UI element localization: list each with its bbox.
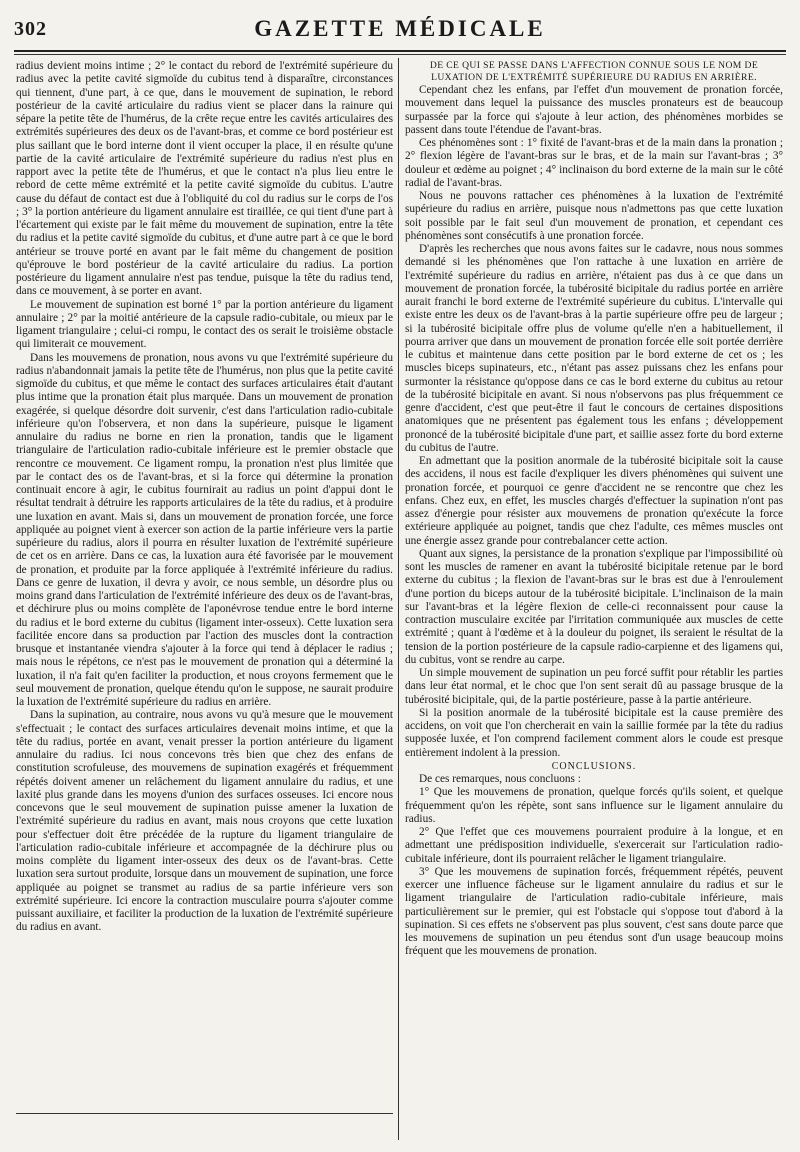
conclusions-title: CONCLUSIONS. — [551, 760, 637, 772]
paragraph: Un simple mouvement de supination un peu forcé suffit pour rétablir les parties dans leur état normal, et le choc que l'on sent serait dû au passage brusque de la tubérosité bicipitale, qui, de la partie postérieure, passe à la partie antérieure. — [405, 667, 783, 706]
paragraph: Nous ne pouvons rattacher ces phénomènes à la luxation de l'extrémité supérieure du radius en arrière, puisque nous n'admettons pas que cette luxation soit possible par le fait seul d'un mouvement de pronation, et cependant ces phénomènes sont consécutifs à une pronation forcée. — [405, 190, 783, 242]
header-rule-thin — [14, 54, 786, 55]
page-number: 302 — [14, 18, 47, 40]
paragraph: 3° Que les mouvemens de supination forcés, fréquemment répétés, peuvent exercer une influence fâcheuse sur le ligament annulaire du radius et sur le ligament triangulaire de l'articulation radio-cubitale inférieure, mais particulièrement sur le premier, qui est l'obstacle qui s'oppose tout d'abord à la supination. Si ces effets ne s'observent pas plus souvent, c'est sans doute parce que les mouvemens de supination un peu étendus sont d'un usage beaucoup moins fréquent que les mouvemens de pronation. — [405, 865, 783, 958]
column-divider — [398, 58, 399, 1140]
paragraph: Dans la supination, au contraire, nous avons vu qu'à mesure que le mouvement s'effectuait ; le contact des surfaces articulaires devenait moins intime, et que la tête du radius, portée en avant, venait presser la portion antérieure du ligament annulaire du radius. Ici nous concevons très bien que chez des enfans de constitution scrofuleuse, des mouvemens de supination exagérés et fréquemment répétés doivent amener un relâchement du ligament annulaire du radius, et une laxité plus grande dans les moyens d'union des surfaces osseuses. Ici encore nous concevons que le seul mouvement de supination puisse amener la luxation de l'extrémité supérieure du radius en avant, mais nous croyons que cette luxation pour s'effectuer doit être précédée de la rupture du ligament triangulaire de l'articulation radio-cubitale inférieure et accompagnée de la déchirure plus ou moins complète du ligament inter-osseux des deux os de l'avant-bras. Cette luxation sera surtout produite, lorsque dans un mouvement de supination, une force appliquée au poignet se transmet au radius de sa partie inférieure vers son extrémité supérieure. Ici encore la contraction musculaire pourra s'ajouter comme puissant auxiliaire, et faciliter la production de la luxation de l'extrémité supérieure du radius en avant. — [16, 709, 393, 934]
section-title: DE CE QUI SE PASSE DANS L'AFFECTION CONNUE SOUS LE NOM DE LUXATION DE L'EXTRÉMITÉ SUPÉRIEURE DU RADIUS EN ARRIÈRE. — [429, 60, 759, 83]
paragraph: 2° Que l'effet que ces mouvemens pourraient produire à la longue, et en admettant une prédisposition individuelle, s'exercerait sur l'articulation radio-cubitale inférieure, dont ils pourraient relâcher le ligament triangulaire. — [405, 826, 783, 865]
paragraph: Cependant chez les enfans, par l'effet d'un mouvement de pronation forcée, mouvement dans lequel la puissance des muscles pronateurs est de beaucoup surpassée par la force qui s'ajoute à leur action, des phénomènes morbides se passent dans toute l'étendue de l'avant-bras. — [405, 84, 783, 136]
right-column — [405, 60, 783, 1140]
paragraph: radius devient moins intime ; 2° le contact du rebord de l'extrémité supérieure du radius avec la petite cavité sigmoïde du cubitus tend à disparaître, circonstances qui tiennent, d'une part, à ce que, dans le mouvement de supination, le rebord postérieur de la cavité articulaire du radius vient se placer dans la rainure qui sépare la petite tête de l'humérus, de la crête reçue entre les cavités articulaires des extrémités supérieures des deux os de l'avant-bras, et comme ce bord postérieur est plus saillant que le bord interne dont il vient occuper la place, il en résulte qu'une partie de la cavité articulaire de l'extrémité supérieure du radius n'est plus en rapport avec la petite tête de l'humérus, et que le contact n'a plus lieu entre le rebord de cette même extrémité et la petite cavité sigmoïde du cubitus. L'autre cause du défaut de contact est due à l'obliquité du col du radius sur le corps de l'os ; 3° la portion antérieure du ligament annulaire est tiraillée, ce qui tient d'une part à l'écartement qui existe par le fait même du mouvement de supination, entre la tête du radius et la petite cavité sigmoïde du cubitus, et d'une autre part à ce que le bord antérieur se trouve porté en avant par le fait même du changement de position qu'éprouve le bord postérieur de la cavité articulaire du radius. La portion postérieure du ligament annulaire n'est pas tendue, puisque la tête du radius tend, dans ce mouvement, à se porter en avant. — [16, 60, 393, 298]
paragraph: Dans les mouvemens de pronation, nous avons vu que l'extrémité supérieure du radius n'abandonnait jamais la petite tête de l'humérus, non plus que la petite cavité sigmoïde du cubitus, et que même le contact des surfaces articulaires était d'autant plus intime que la pronation était plus marquée. Dans un mouvement de pronation exagérée, si quelque désordre doit survenir, c'est dans l'articulation radio-cubitale inférieure qu'on l'observera, et non dans la supérieure, puisque le ligament annulaire du radius ne borne en rien la pronation, tandis que le ligament triangulaire de l'articulation radio-cubitale inférieure est le premier obstacle que rencontre ce mouvement. Ce ligament rompu, la pronation n'est plus limitée que par le contact des os de l'avant-bras, et si la force qui détermine la pronation continuait encore à agir, le cubitus fournirait au radius un point d'appui dont le résultat tendrait à détruire les rapports articulaires de la tête du radius, et à produire une luxation en avant. Mais si, dans un mouvement de pronation forcée, une force appliquée au poignet vient à exercer son action de la partie inférieure vers la partie supérieure du radius, alors il pourra en résulter luxation de l'extrémité supérieure de cet os en arrière. Dans ce cas, la luxation aura été favorisée par le mouvement de pronation, et produite par la force appliquée à l'extrémité inférieure du radius. Dans ce genre de luxation, il devra y avoir, ce nous semble, un désordre plus ou moins grand dans l'articulation de l'extrémité inférieure des deux os de l'avant-bras, et déchirure plus ou moins complète de l'aponévrose tendue entre le bord interne du radius et le bord externe du cubitus (ligament inter-osseux). Cette luxation sera facilitée encore dans sa production par l'action des muscles dont la contraction brusque et instantanée viendra s'ajouter à la force qui tend à déplacer le radius ; mais nous le répétons, ce n'est pas le mouvement de pronation qui a déterminé la luxation, il n'a fait qu'en faciliter la production, et nous croyons fermement que le seul mouvement de pronation, quelque étendu qu'on le suppose, ne saurait produire la luxation de l'extrémité supérieure du radius en arrière. — [16, 351, 393, 708]
left-column — [16, 60, 393, 1140]
paragraph: De ces remarques, nous concluons : — [419, 773, 581, 785]
paragraph: Ces phénomènes sont : 1° fixité de l'avant-bras et de la main dans la pronation ; 2° flexion légère de l'avant-bras sur le bras, et de la main sur l'avant-bras ; 3° douleur et œdème au poignet ; 4° inclinaison du bord externe de la main sur le côté radial de l'avant-bras. — [405, 137, 783, 189]
journal-title: GAZETTE MÉDICALE — [254, 16, 546, 41]
header-rule — [14, 50, 786, 52]
paragraph: Si la position anormale de la tubérosité bicipitale est la cause première des accidens, on voit que l'on chercherait en vain la saillie formée par la tête du radius supposée luxée, et l'on comprend facilement comment alors le coude est presque entièrement indolent à la pression. — [405, 706, 783, 759]
footnote-rule — [16, 1113, 393, 1114]
paragraph: Quant aux signes, la persistance de la pronation s'explique par l'impossibilité où sont les muscles de ramener en avant la tubérosité bicipitale retenue par le bord externe du cubitus ; la flexion de l'avant-bras sur le bras est due à l'enroulement d'une portion du biceps autour de la tubérosité bicipitale. L'inclinaison de la main sur l'avant-bras et la légère flexion de celle-ci reconnaissent pour cause la contraction musculaire excitée par l'irritation communiquée aux muscles de cette extrémité ; quant à l'œdème et à la douleur du poignet, ils seraient le résultat de la tension de la portion postérieure de la capsule radio-carpienne et des ligamens qui, du cubitus, vont se rendre au carpe. — [405, 547, 783, 666]
paragraph: Le mouvement de supination est borné 1° par la portion antérieure du ligament annulaire ; 2° par la moitié antérieure de la capsule radio-cubitale, ou mieux par le ligament triangulaire ; celui-ci rompu, le contact des os serait le troisième obstacle qui limiterait ce mouvement. — [16, 298, 393, 351]
paragraph: 1° Que les mouvemens de pronation, quelque forcés qu'ils soient, et quelque fréquemment qu'on les répète, sont sans influence sur le ligament annulaire du radius. — [405, 786, 783, 825]
paragraph: D'après les recherches que nous avons faites sur le cadavre, nous nous sommes demandé si les phénomènes que l'on rattache à une luxation en arrière de l'extrémité supérieure du radius en arrière, n'étaient pas dus à ce que dans un mouvement de pronation forcée, la tubérosité bicipitale du radius portée en arrière aurait franchi le bord externe de l'extrémité supérieure du cubitus. L'intervalle qui existe entre les deux os de l'avant-bras à la partie supérieure offre peu de largeur ; si la tubérosité bicipitale offre plus de volume qu'elle n'en a habituellement, il pourra arriver que dans un mouvement de pronation forcée elle soit portée derrière le cubitus et maintenue dans cette position par le bord externe de cet os ; les muscles biceps supinateurs, etc., n'étant pas assez puissans chez les enfans pour surmonter la résistance qu'oppose dans ce cas le bord externe du cubitus au retour de la tubérosité bicipitale en avant. Si nous n'observons pas plus fréquemment ce genre d'accident, c'est que peut-être il faut le concours de certaines dispositions anatomiques que ne présentent pas également tous les enfans ; développement prononcé de la tubérosité bicipitale d'une part, et saillie assez forte du bord externe du cubitus de l'autre. — [405, 243, 783, 454]
paragraph: En admettant que la position anormale de la tubérosité bicipitale soit la cause des accidens, il nous est facile d'expliquer les divers phénomènes qui suivent une pronation forcée, et pourquoi ce genre d'accident ne se rencontre que chez les enfans. Chez eux, en effet, les muscles chargés d'effectuer la supination n'ont pas assez d'énergie pour résister aux mouvemens de pronation qu'exécute la force extérieure appliquée au poignet, tandis que chez l'adulte, ces mêmes muscles ont une énergie assez grande pour contrebalancer cette action. — [405, 455, 783, 547]
page-header — [14, 10, 786, 46]
